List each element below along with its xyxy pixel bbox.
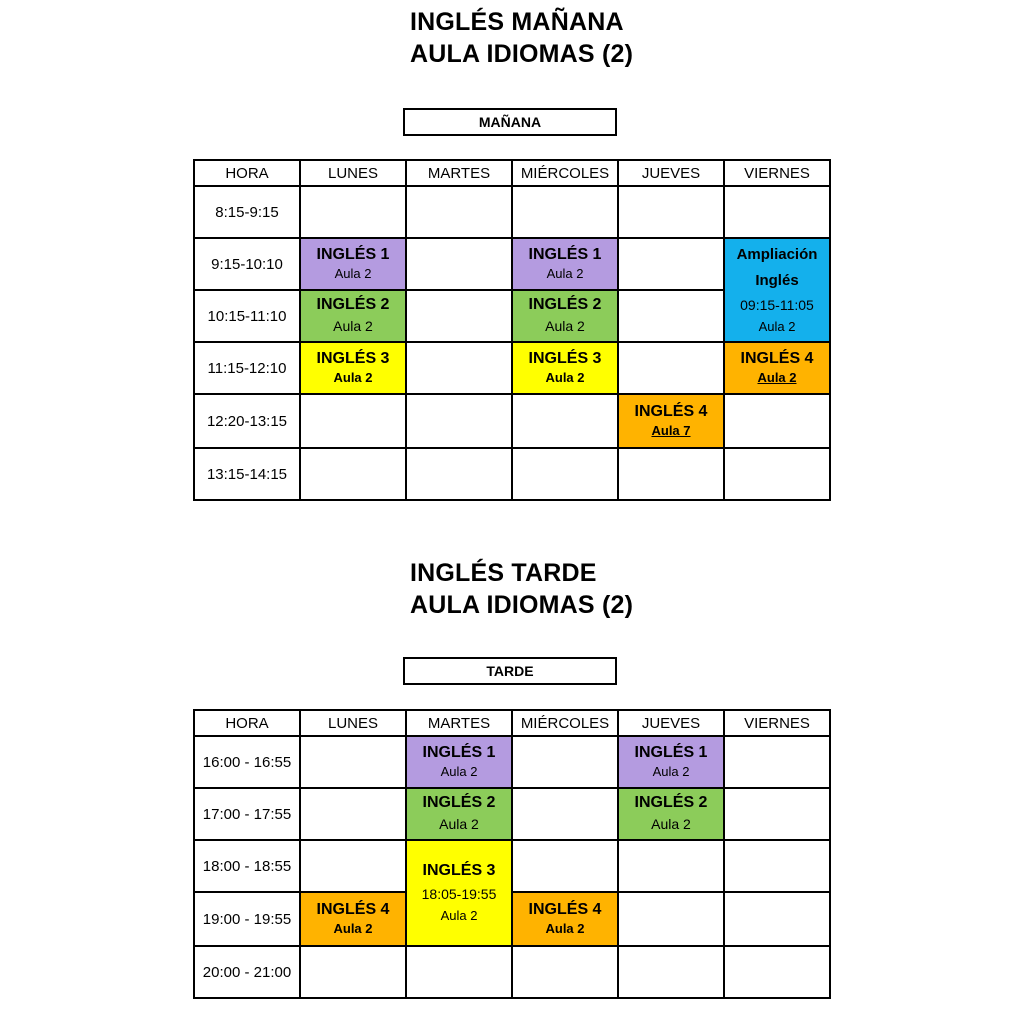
header-hora: HORA <box>194 160 300 186</box>
empty-cell <box>724 736 830 788</box>
table-row <box>194 394 830 448</box>
empty-cell <box>724 892 830 946</box>
empty-cell <box>512 394 618 448</box>
empty-cell <box>300 946 406 998</box>
class-name: INGLÉS 2 <box>528 296 602 313</box>
class-room: Aula 2 <box>652 764 690 779</box>
class-name: INGLÉS 2 <box>316 296 390 313</box>
hour-cell: 13:15-14:15 <box>194 448 300 500</box>
table-row <box>194 946 830 998</box>
class-room: Aula 2 <box>546 266 584 281</box>
hour-cell: 9:15-10:10 <box>194 238 300 290</box>
empty-cell <box>724 946 830 998</box>
empty-cell <box>300 736 406 788</box>
empty-cell <box>406 290 512 342</box>
class-name: INGLÉS 1 <box>634 744 708 761</box>
empty-cell <box>512 840 618 892</box>
table-row <box>194 840 830 892</box>
header-martes: MARTES <box>406 160 512 186</box>
hour-cell: 11:15-12:10 <box>194 342 300 394</box>
empty-cell <box>512 448 618 500</box>
class-cell-ampliacion <box>724 238 830 342</box>
header-jueves: JUEVES <box>618 710 724 736</box>
empty-cell <box>300 448 406 500</box>
header-lunes: LUNES <box>300 160 406 186</box>
class-cell-ingles1 <box>618 736 724 788</box>
hour-cell: 20:00 - 21:00 <box>194 946 300 998</box>
class-room: Aula 2 <box>545 921 585 936</box>
empty-cell <box>724 788 830 840</box>
class-name: INGLÉS 3 <box>422 862 496 879</box>
empty-cell <box>618 238 724 290</box>
afternoon-label-box: TARDE <box>403 657 617 685</box>
table-row <box>194 238 830 290</box>
empty-cell <box>618 840 724 892</box>
hour-cell: 10:15-11:10 <box>194 290 300 342</box>
empty-cell <box>724 394 830 448</box>
header-miercoles: MIÉRCOLES <box>512 160 618 186</box>
hour-cell: 12:20-13:15 <box>194 394 300 448</box>
empty-cell <box>406 448 512 500</box>
morning-title-line2: AULA IDIOMAS (2) <box>410 40 634 68</box>
table-row <box>194 186 830 238</box>
empty-cell <box>618 946 724 998</box>
empty-cell <box>618 448 724 500</box>
class-room: Aula 2 <box>545 318 585 334</box>
class-cell-ingles4 <box>618 394 724 448</box>
class-room: Aula 2 <box>334 266 372 281</box>
morning-title <box>410 6 633 70</box>
hour-cell: 8:15-9:15 <box>194 186 300 238</box>
class-name: INGLÉS 3 <box>316 350 390 367</box>
empty-cell <box>512 186 618 238</box>
hour-cell: 16:00 - 16:55 <box>194 736 300 788</box>
empty-cell <box>618 186 724 238</box>
class-room: Aula 2 <box>440 764 478 779</box>
afternoon-schedule-table <box>193 709 831 999</box>
morning-schedule-table <box>193 159 831 501</box>
empty-cell <box>406 186 512 238</box>
class-cell-ingles2 <box>406 788 512 840</box>
class-name: INGLÉS 4 <box>316 901 390 918</box>
class-cell-ingles2 <box>618 788 724 840</box>
morning-header-row <box>194 160 830 186</box>
empty-cell <box>724 840 830 892</box>
empty-cell <box>406 394 512 448</box>
class-room: Aula 2 <box>333 318 373 334</box>
class-name: INGLÉS 4 <box>634 403 708 420</box>
table-row <box>194 892 830 946</box>
class-name-line1: Ampliación <box>736 246 818 263</box>
header-lunes: LUNES <box>300 710 406 736</box>
empty-cell <box>300 840 406 892</box>
class-room: Aula 2 <box>440 908 478 923</box>
class-cell-ingles4 <box>300 892 406 946</box>
class-name: INGLÉS 1 <box>316 246 390 263</box>
empty-cell <box>618 342 724 394</box>
afternoon-header-row <box>194 710 830 736</box>
class-cell-ingles3 <box>300 342 406 394</box>
class-room: Aula 2 <box>545 370 585 385</box>
class-cell-ingles3 <box>406 840 512 946</box>
class-cell-ingles2 <box>512 290 618 342</box>
class-name: INGLÉS 3 <box>528 350 602 367</box>
empty-cell <box>300 788 406 840</box>
empty-cell <box>724 186 830 238</box>
empty-cell <box>406 946 512 998</box>
empty-cell <box>300 394 406 448</box>
class-name: INGLÉS 4 <box>740 350 814 367</box>
hour-cell: 17:00 - 17:55 <box>194 788 300 840</box>
class-cell-ingles3 <box>512 342 618 394</box>
class-room: Aula 2 <box>333 370 373 385</box>
class-name: INGLÉS 2 <box>422 794 496 811</box>
empty-cell <box>618 892 724 946</box>
class-room: Aula 2 <box>651 816 691 832</box>
empty-cell <box>618 290 724 342</box>
header-martes: MARTES <box>406 710 512 736</box>
empty-cell <box>512 788 618 840</box>
class-room: Aula 2 <box>333 921 373 936</box>
class-cell-ingles2 <box>300 290 406 342</box>
class-name: INGLÉS 1 <box>422 744 496 761</box>
hour-cell: 19:00 - 19:55 <box>194 892 300 946</box>
afternoon-title-line1: INGLÉS TARDE <box>410 559 597 587</box>
header-viernes: VIERNES <box>724 710 830 736</box>
class-cell-ingles1 <box>300 238 406 290</box>
header-jueves: JUEVES <box>618 160 724 186</box>
afternoon-title <box>410 557 633 621</box>
morning-title-line1: INGLÉS MAÑANA <box>410 8 624 36</box>
class-cell-ingles4 <box>724 342 830 394</box>
class-room: Aula 2 <box>758 319 796 334</box>
class-room: Aula 2 <box>757 370 797 385</box>
class-name: INGLÉS 1 <box>528 246 602 263</box>
class-room: Aula 2 <box>439 816 479 832</box>
class-name: INGLÉS 2 <box>634 794 708 811</box>
class-cell-ingles1 <box>512 238 618 290</box>
table-row <box>194 342 830 394</box>
table-row <box>194 736 830 788</box>
table-row <box>194 448 830 500</box>
empty-cell <box>512 946 618 998</box>
afternoon-title-line2: AULA IDIOMAS (2) <box>410 591 634 619</box>
empty-cell <box>724 448 830 500</box>
class-time: 09:15-11:05 <box>740 297 814 313</box>
table-row <box>194 788 830 840</box>
header-miercoles: MIÉRCOLES <box>512 710 618 736</box>
class-room: Aula 7 <box>651 423 691 438</box>
class-time: 18:05-19:55 <box>421 886 497 902</box>
class-name-line2: Inglés <box>755 272 799 289</box>
header-hora: HORA <box>194 710 300 736</box>
morning-label-box: MAÑANA <box>403 108 617 136</box>
class-cell-ingles4 <box>512 892 618 946</box>
header-viernes: VIERNES <box>724 160 830 186</box>
class-cell-ingles1 <box>406 736 512 788</box>
empty-cell <box>512 736 618 788</box>
empty-cell <box>300 186 406 238</box>
class-name: INGLÉS 4 <box>528 901 602 918</box>
empty-cell <box>406 342 512 394</box>
empty-cell <box>406 238 512 290</box>
hour-cell: 18:00 - 18:55 <box>194 840 300 892</box>
